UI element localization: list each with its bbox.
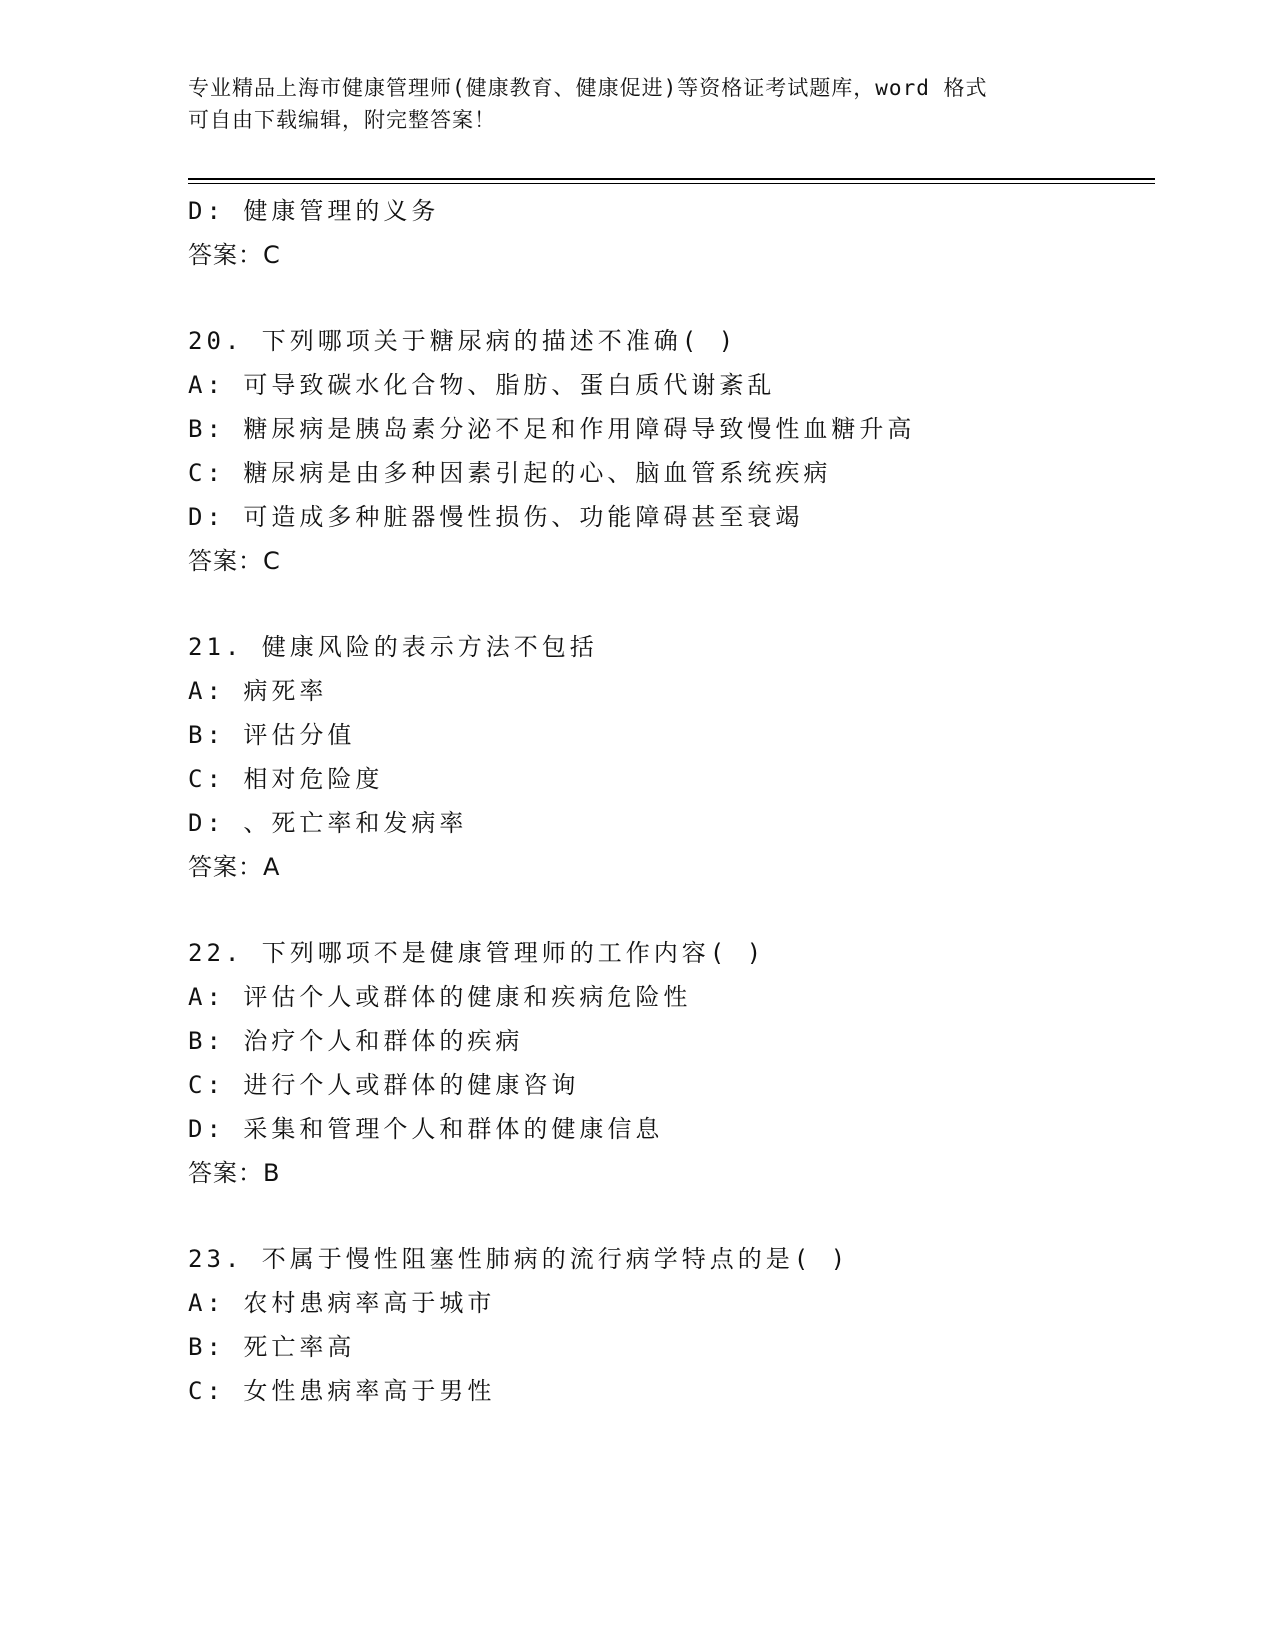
question-option: B: 评估分值 [188, 721, 356, 749]
header-divider-thin [188, 183, 1155, 184]
question-option: A: 农村患病率高于城市 [188, 1289, 496, 1317]
question-stem: 21. 健康风险的表示方法不包括 [188, 633, 598, 661]
answer: 答案：C [188, 547, 281, 575]
question-option: D: 可造成多种脏器慢性损伤、功能障碍甚至衰竭 [188, 503, 804, 531]
question-option: A: 评估个人或群体的健康和疾病危险性 [188, 983, 692, 1011]
document-header [188, 72, 1088, 136]
question-stem: 23. 不属于慢性阻塞性肺病的流行病学特点的是( ) [188, 1245, 850, 1273]
answer: 答案：B [188, 1159, 281, 1187]
question-stem: 22. 下列哪项不是健康管理师的工作内容( ) [188, 939, 766, 967]
question-option: C: 女性患病率高于男性 [188, 1377, 496, 1405]
question-option: B: 治疗个人和群体的疾病 [188, 1027, 524, 1055]
question-option: C: 相对危险度 [188, 765, 384, 793]
question-option: D: 、死亡率和发病率 [188, 809, 468, 837]
question-stem: 20. 下列哪项关于糖尿病的描述不准确( ) [188, 327, 738, 355]
answer: 答案：C [188, 241, 281, 269]
header-line-1: 专业精品上海市健康管理师(健康教育、健康促进)等资格证考试题库，word 格式 [188, 76, 988, 100]
question-option: A: 可导致碳水化合物、脂肪、蛋白质代谢紊乱 [188, 371, 776, 399]
question-option: D: 采集和管理个人和群体的健康信息 [188, 1115, 664, 1143]
question-option: C: 进行个人或群体的健康咨询 [188, 1071, 580, 1099]
question-option: C: 糖尿病是由多种因素引起的心、脑血管系统疾病 [188, 459, 832, 487]
question-list [188, 189, 1155, 1413]
question-option: B: 死亡率高 [188, 1333, 356, 1361]
header-line-2: 可自由下载编辑，附完整答案！ [188, 108, 496, 132]
question-option: A: 病死率 [188, 677, 328, 705]
question-option: B: 糖尿病是胰岛素分泌不足和作用障碍导致慢性血糖升高 [188, 415, 916, 443]
header-divider [188, 178, 1155, 180]
answer: 答案：A [188, 853, 281, 881]
option-d: D: 健康管理的义务 [188, 197, 440, 225]
